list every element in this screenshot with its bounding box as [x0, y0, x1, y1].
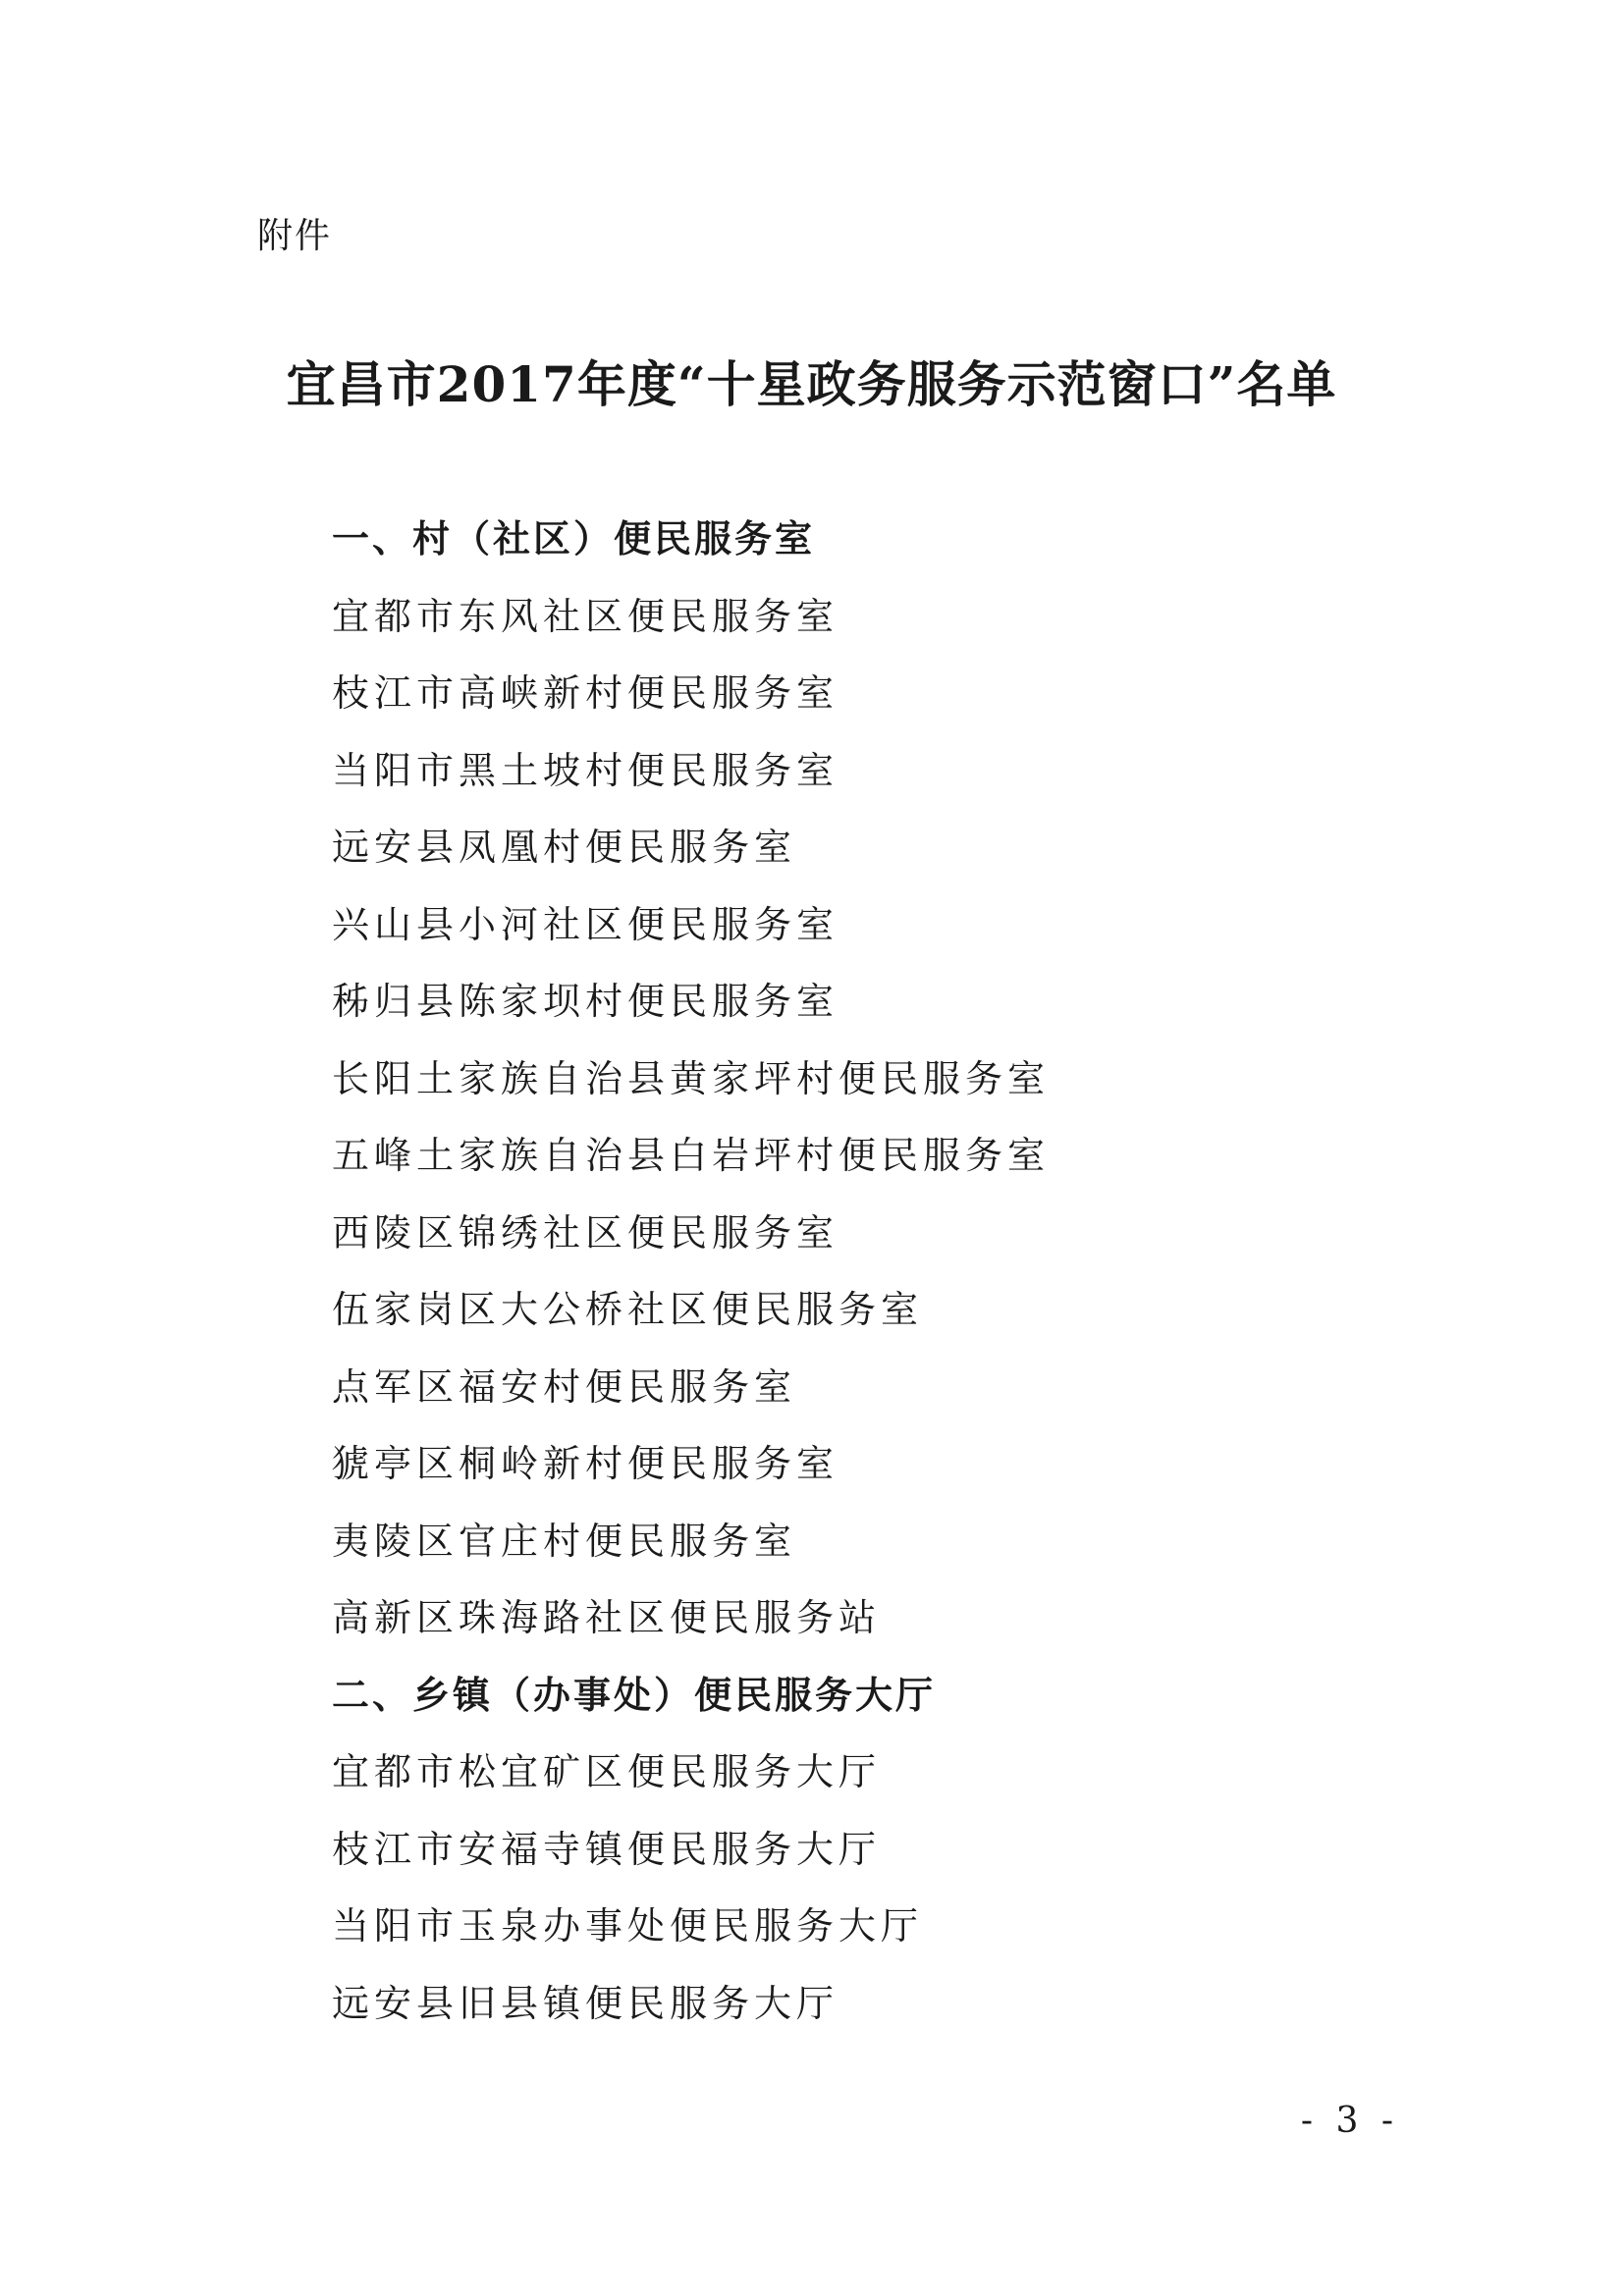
list-item: 枝江市高峡新村便民服务室 [332, 671, 839, 715]
list-item: 西陵区锦绣社区便民服务室 [332, 1210, 839, 1255]
list-item: 秭归县陈家坝村便民服务室 [332, 980, 839, 1023]
list-item: 宜都市东风社区便民服务室 [332, 594, 839, 638]
list-item: 伍家岗区大公桥社区便民服务室 [332, 1288, 924, 1331]
list-item: 兴山县小河社区便民服务室 [332, 902, 839, 946]
list-item: 远安县凤凰村便民服务室 [332, 826, 797, 869]
list-item: 枝江市安福寺镇便民服务大厅 [332, 1827, 882, 1871]
page-number: - 3 - [1300, 2101, 1399, 2141]
attachment-label: 附件 [257, 216, 333, 256]
list-item: 远安县旧县镇便民服务大厅 [332, 1981, 839, 2025]
list-item: 高新区珠海路社区便民服务站 [332, 1596, 882, 1639]
list-item: 点军区福安村便民服务室 [332, 1364, 797, 1409]
list-item: 猇亭区桐岭新村便民服务室 [332, 1442, 839, 1485]
list-section-heading: 二、乡镇（办事处）便民服务大厅 [332, 1673, 937, 1717]
list-item: 当阳市玉泉办事处便民服务大厅 [332, 1904, 924, 1948]
document-title: 宜昌市2017年度“十星政务服务示范窗口”名单 [286, 355, 1337, 413]
list-item: 宜都市松宜矿区便民服务大厅 [332, 1750, 882, 1793]
list-item: 夷陵区官庄村便民服务室 [332, 1519, 797, 1563]
list-item: 长阳土家族自治县黄家坪村便民服务室 [332, 1056, 1051, 1100]
list-section-heading: 一、村（社区）便民服务室 [332, 517, 816, 561]
window-list [332, 501, 1050, 2042]
list-item: 当阳市黑土坡村便民服务室 [332, 748, 839, 792]
list-item: 五峰土家族自治县白岩坪村便民服务室 [332, 1134, 1051, 1177]
